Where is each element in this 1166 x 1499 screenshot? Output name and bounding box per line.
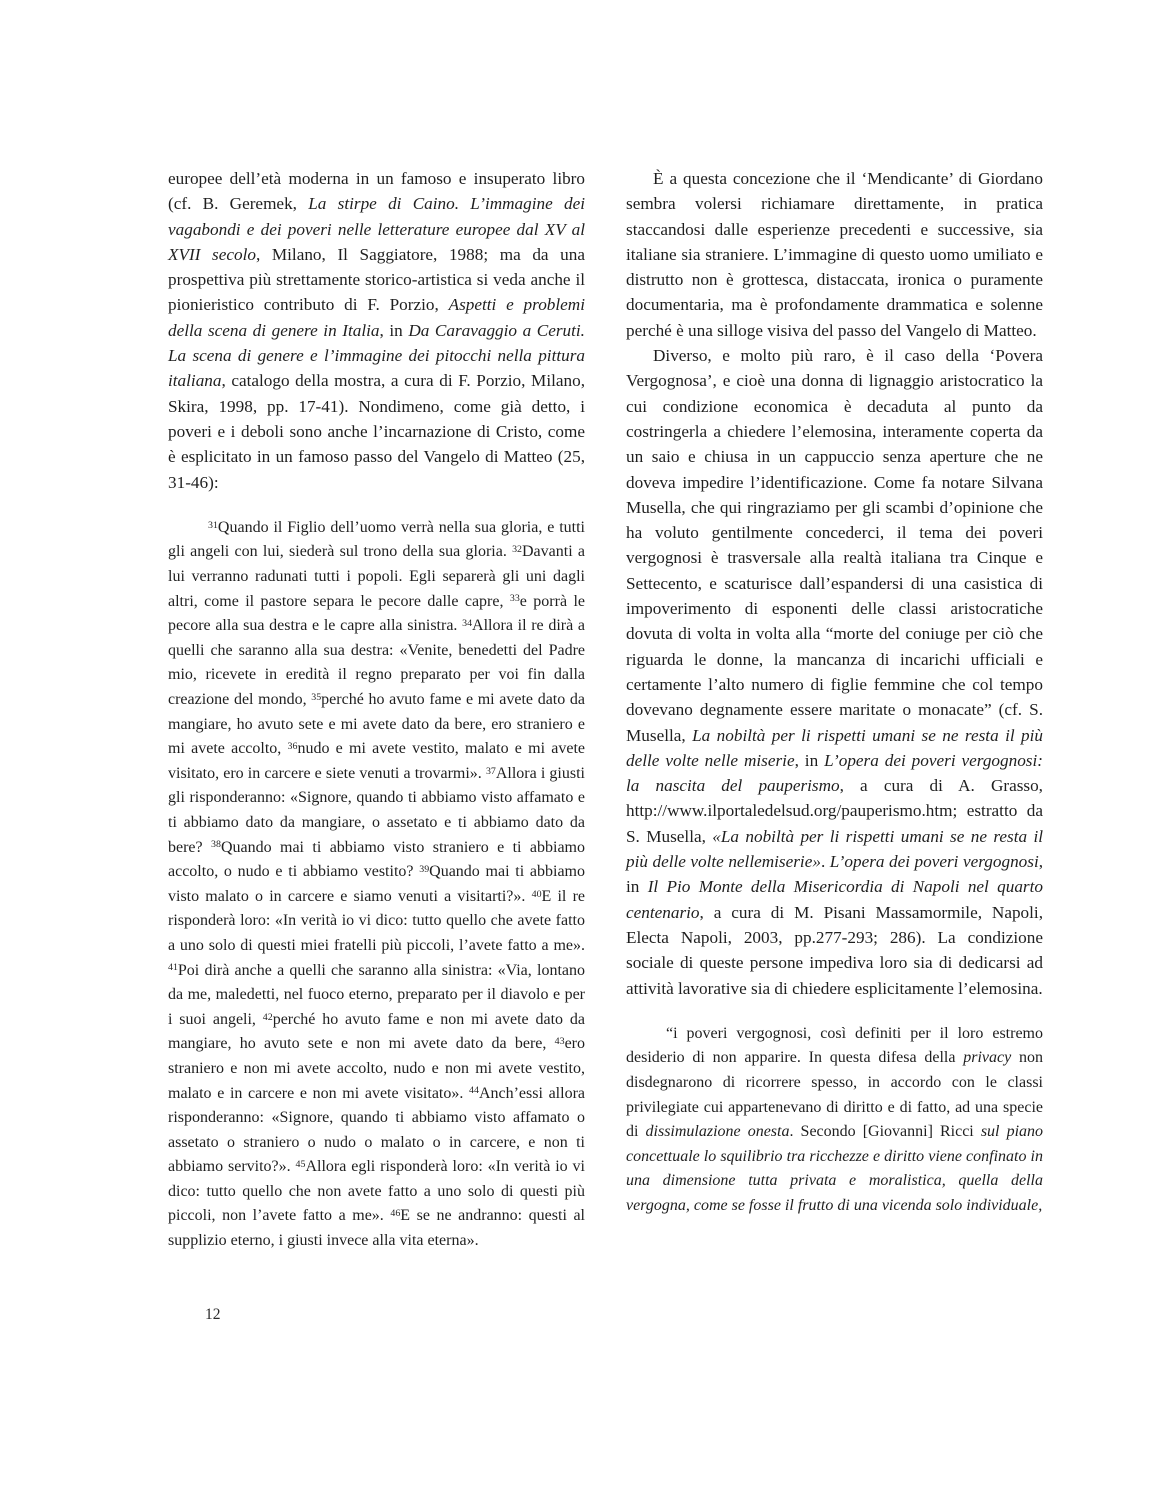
block-quote-poveri-vergognosi: “i poveri vergognosi, così definiti per il loro estremo desiderio di non apparire. In questa difesa della privacy non disdegnarono di ricorrere spesso, in accordo con le classi privilegiate cui appartenevano di diritto e di fatto, ad una specie di dissimulazione onesta. Secondo [Giovanni] Ricci sul piano concettuale lo squilibrio tra ricchezze e diritto viene confinato in una dimensione tutta privata e moralistica, quella della vergogna, come se fosse il frutto di una vicenda solo individuale, <box>626 1024 1044 1214</box>
bible-quote-matthew: $^{31}$Quando il Figlio dell’uomo verrà nella sua gloria, e tutti gli angeli con lui, siederà sul trono della sua gloria. $^{32}$Davanti a lui verranno radunati tutti i popoli. Egli separerà gli uni dagli altri, come il pastore separa le pecore dalle capre, $^{33}$e porrà le pecore alla sua destra e le capre alla sinistra. $^{34}$Allora il re dirà a quelli che saranno alla sua destra: «Venite, benedetti del Padre mio, ricevete in eredità il regno preparato per voi fin dalla creazione del mondo, $^{35}$perché ho avuto fame e mi avete dato da mangiare, ho avuto sete e mi avete dato da bere, ero straniero e mi avete accolto, $^{36}$nudo e mi avete vestito, malato e mi avete visitato, ero in carcere e siete venuti a trovarmi». $^{37}$Allora i giusti gli risponderanno: «Signore, quando ti abbiamo visto affamato e ti abbiamo dato da mangiare, o assetato e ti abbiamo dato da bere? $^{38}$Quando mai ti abbiamo visto straniero e ti abbiamo accolto, o nudo e ti abbiamo vestito? $^{39}$Quando mai ti abbiamo visto malato o in carcere e siamo venuti a visitarti?». $^{40}$E il re risponderà loro: «In verità io vi dico: tutto quello che avete fatto a uno solo di questi miei fratelli più piccoli, l’avete fatto a me». $^{41}$Poi dirà anche a quelli che saranno alla sinistra: «Via, lontano da me, maledetti, nel fuoco eterno, preparato per il diavolo e per i suoi angeli, $^{42}$perché ho avuto fame e non mi avete dato da mangiare, ho avuto sete e non mi avete dato da bere, $^{43}$ero straniero e non mi avete accolto, nudo e non mi avete vestito, malato e in carcere e non mi avete visitato». $^{44}$Anch’essi allora risponderanno: «Signore, quando ti abbiamo visto affamato o assetato o straniero o nudo o malato o in carcere, e non ti abbiamo servito?». $^{45}$Allora egli risponderà loro: «In verità io vi dico: tutto quello che non avete fatto a uno solo di questi più piccoli, non l’avete fatto a me». $^{46}$E se ne andranno: questi al supplizio eterno, i giusti invece alla vita eterna». <box>168 518 586 1250</box>
paragraph-povera-vergognosa: Diverso, e molto più raro, è il caso della ‘Povera Vergognosa’, e cioè una donna di lignaggio aristocratico la cui condizione economica è decaduta al punto da costringerla a chiedere l’elemosina, interamente coperta da un saio e chiusa in un cappuccio senza aperture che ne doveva impedire l’identificazione. Come fa notare Silvana Musella, che qui ringraziamo per gli scambi d’opinione che ha voluto gentilmente concederci, il tema dei poveri vergognosi è trasversale alla realtà italiana tra Cinque e Settecento, e scaturisce dall’espandersi di una casistica di impoverimento di esponenti delle classi aristocratiche dovuta di volta in volta alla “morte del coniuge per ciò che riguarda le donne, la mancanza di incarichi ufficiali e certamente l’alto numero di figlie femmine che col tempo dovevano degnamente essere maritate o monacate” (cf. S. Musella, La nobiltà per li rispetti umani se ne resta il più delle volte nelle miserie, in L’opera dei poveri vergognosi: la nascita del pauperismo, a cura di A. Grasso, http://www.ilportaledelsud.org/pauperismo.htm; estratto da S. Musella, «La nobiltà per li rispetti umani se ne resta il più delle volte nellemiserie». L’opera dei poveri vergognosi, in Il Pio Monte della Misericordia di Napoli nel quarto centenario, a cura di M. Pisani Massamormile, Napoli, Electa Napoli, 2003, pp.277-293; 286). La condizione sociale di queste persone impediva loro sia di dedicarsi ad attività lavorative sia di chiedere esplicitamente l’elemosina. <box>626 346 1044 998</box>
paragraph-body-continuation: europee dell’età moderna in un famoso e insuperato libro (cf. B. Geremek, La stirpe di Caino. L’immagine dei vagabondi e dei poveri nelle letterature europee dal XV al XVII secolo, Milano, Il Saggiatore, 1988; ma da una prospettiva più strettamente storico-artistica si veda anche il pionieristico contributo di F. Porzio, Aspetti e problemi della scena di genere in Italia, in Da Caravaggio a Ceruti. La scena di genere e l’immagine dei pitocchi nella pittura italiana, catalogo della mostra, a cura di F. Porzio, Milano, Skira, 1998, pp. 17-41). Nondimeno, come già detto, i poveri e i deboli sono anche l’incarnazione di Cristo, come è esplicitato in un famoso passo del Vangelo di Matteo (25, 31-46): <box>168 169 585 492</box>
paragraph-mendicante: È a questa concezione che il ‘Mendicante’ di Giordano sembra volersi richiamare direttamente, in pratica staccandosi dalle esperienze precedenti e successive, sia italiane sia straniere. L’immagine di questo uomo umiliato e distrutto non è grottesca, distaccata, ironica o puramente documentaria, ma è profondamente drammatica e solenne perché è una silloge visiva del passo del Vangelo di Matteo. <box>626 169 1043 340</box>
page-number: 12 <box>205 1306 221 1323</box>
page-text <box>168 166 1043 1254</box>
column-left <box>168 166 585 1254</box>
column-right <box>626 166 1043 1254</box>
